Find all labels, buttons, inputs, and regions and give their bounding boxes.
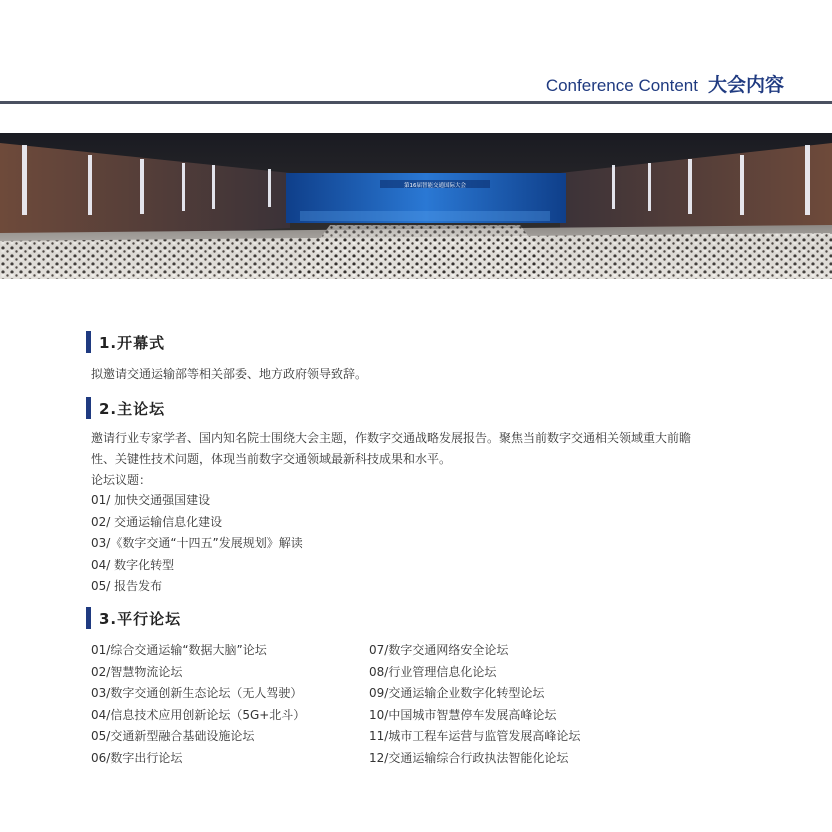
section-heading-parallel-forums	[86, 607, 181, 629]
section-title: 1.开幕式	[99, 333, 166, 352]
section-marker	[86, 607, 91, 629]
list-item: 03/数字交通创新生态论坛（无人驾驶）	[91, 686, 303, 700]
list-item: 07/数字交通网络安全论坛	[369, 643, 509, 657]
header-title-en: Conference Content	[545, 76, 698, 95]
main-forum-line-2: 性、关键性技术问题，体现当前数字交通领域最新科技成果和水平。	[91, 452, 452, 466]
section-title: 3.平行论坛	[99, 609, 182, 628]
list-item: 01/ 加快交通强国建设	[91, 493, 211, 507]
main-forum-line-1: 邀请行业专家学者、国内知名院士围绕大会主题，作数字交通战略发展报告。聚焦当前数字交通相关领域重大前瞻	[91, 431, 692, 445]
section-heading-main-forum	[86, 397, 165, 419]
list-item: 06/数字出行论坛	[91, 750, 183, 765]
section-marker	[86, 397, 91, 419]
list-item: 10/中国城市智慧停车发展高峰论坛	[369, 707, 557, 722]
list-item: 09/交通运输企业数字化转型论坛	[369, 686, 545, 700]
section-heading-opening	[86, 331, 165, 353]
list-item: 08/行业管理信息化论坛	[369, 664, 497, 679]
page-header	[546, 70, 784, 97]
topics-label: 论坛议题：	[91, 473, 152, 487]
header-divider	[0, 101, 832, 104]
parallel-forum-list-left	[91, 640, 305, 769]
list-item: 03/《数字交通“十四五”发展规划》解读	[91, 536, 303, 550]
main-forum-topic-list	[91, 490, 303, 598]
list-item: 01/综合交通运输“数据大脑”论坛	[91, 643, 267, 657]
main-forum-description	[91, 428, 771, 491]
parallel-forum-list-right	[369, 640, 580, 769]
list-item: 05/交通新型融合基础设施论坛	[91, 729, 255, 743]
header-title-cn: 大会内容	[707, 74, 784, 96]
section-marker	[86, 331, 91, 353]
list-item: 05/ 报告发布	[91, 579, 163, 593]
list-item: 11/城市工程车运营与监管发展高峰论坛	[369, 729, 581, 743]
list-item: 12/交通运输综合行政执法智能化论坛	[369, 750, 569, 765]
stage-screen-caption: 第16届智能交通国际大会	[404, 183, 466, 189]
list-item: 04/信息技术应用创新论坛（5G+北斗）	[91, 707, 306, 722]
opening-description: 拟邀请交通运输部等相关部委、地方政府领导致辞。	[91, 367, 368, 381]
list-item: 02/ 交通运输信息化建设	[91, 514, 223, 529]
conference-hall-photo	[0, 133, 832, 279]
section-title: 2.主论坛	[99, 399, 166, 418]
list-item: 04/ 数字化转型	[91, 557, 175, 572]
list-item: 02/智慧物流论坛	[91, 664, 183, 679]
